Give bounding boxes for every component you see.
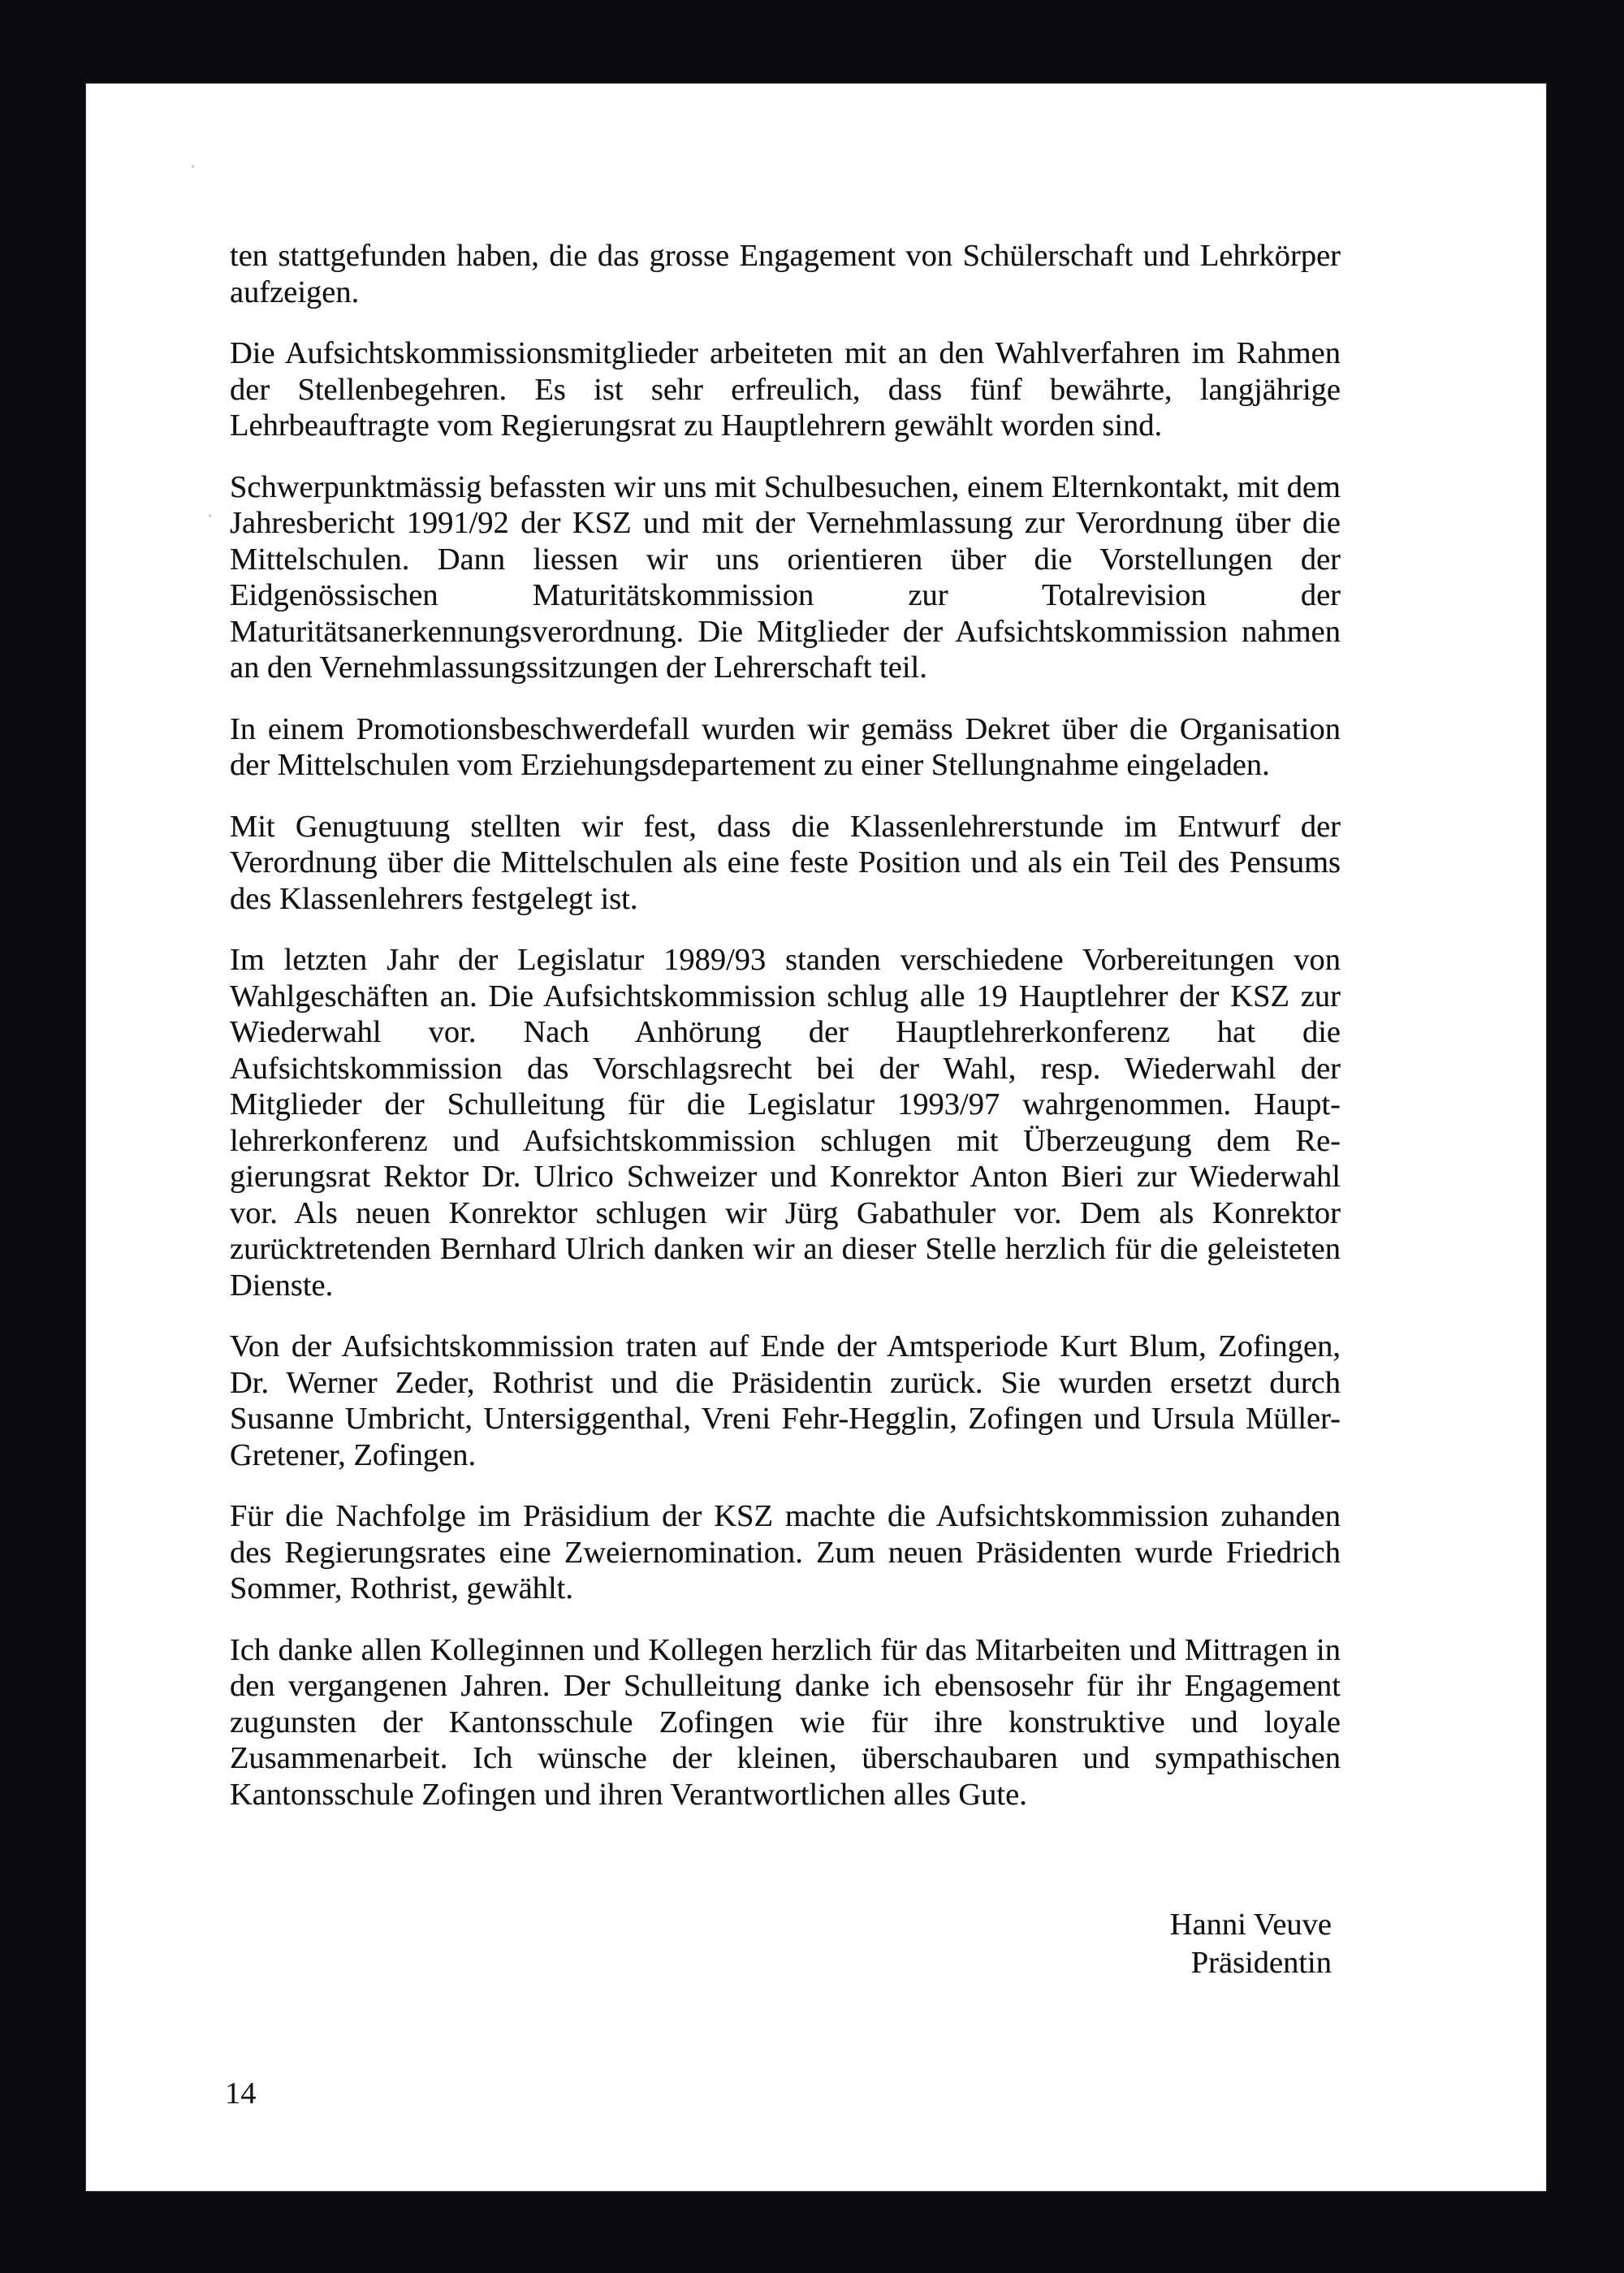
paragraph: Schwerpunktmässig befassten wir uns mit Schulbesuchen, einem Elternkontakt, mit dem Jahresbericht 1991/92 der KSZ und mit der Vernehmlassung zur Verordnung über die Mittelschulen. Dann liessen wir uns orientieren über die Vorstellungen der Eidgenössischen Maturitätskommission zur Totalrevision der Maturitätsanerkennungsverordnung. Die Mitglieder der Aufsichtskommission nahmen an den Vernehmlassungssitzungen der Lehrerschaft teil. [230, 469, 1341, 685]
signature-role: Präsidentin [1190, 1946, 1332, 1980]
signature-name: Hanni Veuve [1169, 1908, 1332, 1942]
paragraph: In einem Promotionsbeschwerdefall wurden wir gemäss Dekret über die Organisation der Mittelschulen vom Erziehungsdepartement zu einer Stellungnahme eingeladen. [230, 711, 1341, 782]
body-text [230, 238, 1341, 1813]
scan-speck [192, 165, 194, 168]
scan-speck [209, 514, 211, 517]
document-page [86, 84, 1546, 2191]
paragraph: Von der Aufsichtskommission traten auf Ende der Amtsperiode Kurt Blum, Zofingen, Dr. Werner Zeder, Rothrist und die Präsidentin zurück. Sie wurden ersetzt durch Susanne Umbricht, Untersiggenthal, Vreni Fehr-Hegglin, Zofingen und Ursula Müller-Gretener, Zofingen. [230, 1329, 1341, 1472]
paragraph: Mit Genugtuung stellten wir fest, dass die Klassenlehrerstunde im Entwurf der Verordnung über die Mittelschulen als eine feste Position und als ein Teil des Pensums des Klassenlehrers festgelegt ist. [230, 809, 1341, 916]
paragraph: ten stattgefunden haben, die das grosse Engagement von Schülerschaft und Lehrkörper aufzeigen. [230, 239, 1341, 309]
signature-block [1170, 1906, 1332, 1982]
paragraph: Ich danke allen Kolleginnen und Kollegen herzlich für das Mitarbeiten und Mittragen in den vergangenen Jahren. Der Schulleitung danke ich ebensosehr für ihr Engagement zugunsten der Kantonsschule Zofingen wie für ihre konstruktive und loyale Zusammenarbeit. Ich wünsche der kleinen, überschaubaren und sympathischen Kantonsschule Zofingen und ihren Verantwortlichen alles Gute. [230, 1632, 1341, 1812]
paragraph: Im letzten Jahr der Legislatur 1989/93 standen verschiedene Vorbereitungen von Wahlgeschäften an. Die Aufsichtskommission schlug alle 19 Hauptlehrer der KSZ zur Wiederwahl vor. Nach Anhörung der Hauptlehrerkonferenz hat die Aufsichtskommission das Vorschlagsrecht bei der Wahl, resp. Wiederwahl der Mitglieder der Schulleitung für die Legislatur 1993/97 wahrgenommen. Hauptlehrerkonferenz und Aufsichtskommission schlugen mit Überzeugung dem Regierungsrat Rektor Dr. Ulrico Schweizer und Konrektor Anton Bieri zur Wiederwahl vor. Als neuen Konrektor schlugen wir Jürg Gabathuler vor. Dem als Konrektor zurücktretenden Bernhard Ulrich danken wir an dieser Stelle herzlich für die geleisteten Dienste. [230, 943, 1341, 1303]
page-number: 14 [225, 2076, 257, 2111]
paragraph: Die Aufsichtskommissionsmitglieder arbeiteten mit an den Wahlverfahren im Rahmen der Stellenbegehren. Es ist sehr erfreulich, dass fünf bewährte, langjährige Lehrbeauftragte vom Regierungsrat zu Hauptlehrern gewählt worden sind. [230, 336, 1341, 443]
paragraph: Für die Nachfolge im Präsidium der KSZ machte die Aufsichtskommission zuhanden des Regierungsrates eine Zweiernomination. Zum neuen Präsidenten wurde Friedrich Sommer, Rothrist, gewählt. [230, 1499, 1341, 1605]
